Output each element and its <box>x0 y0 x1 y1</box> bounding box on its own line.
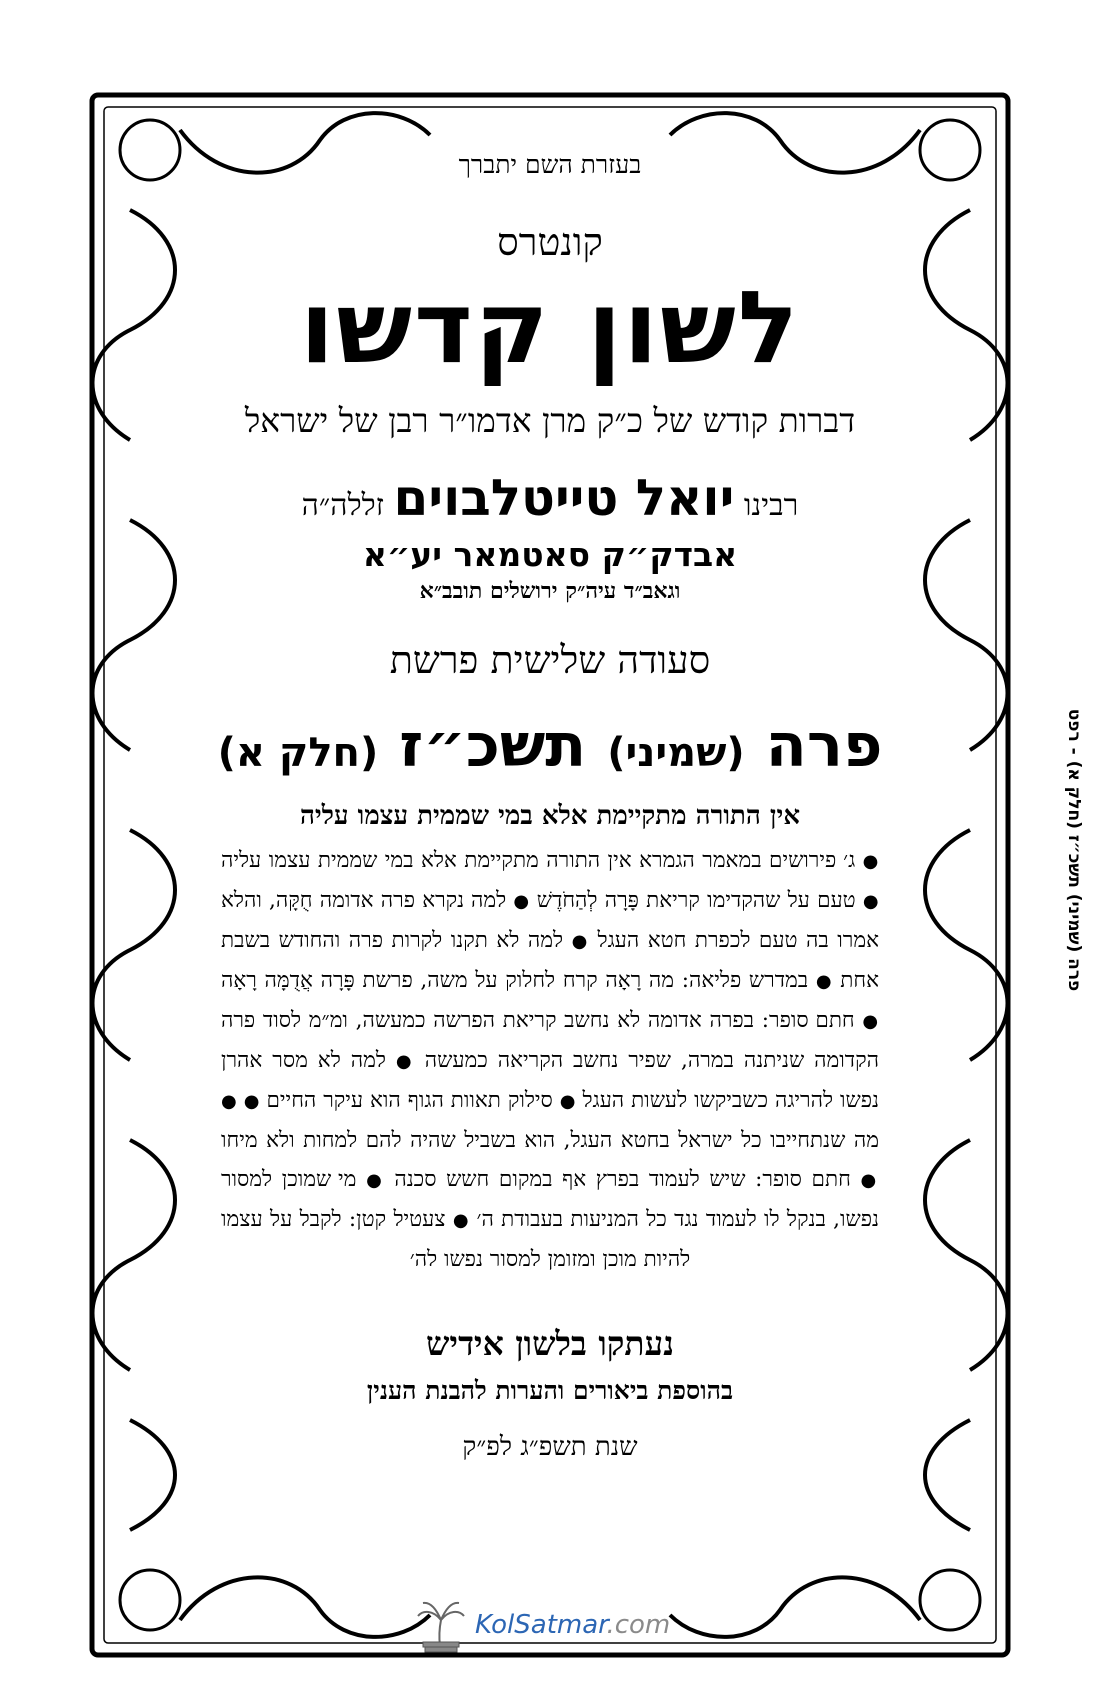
side-running-title: פרה (שמיני) תשכ״ז (חלק א) - רפט <box>1064 708 1084 992</box>
topic-item: צעטיל קטן: לקבל על עצמו להיות מוכן ומזומן למסור נפשו לה׳ <box>221 1207 691 1272</box>
topic-item: למה נקרא פרה אדומה חֻקָּה, והלא אמרו בה טעם לכפרת חטא העגל <box>221 888 879 953</box>
parsha-paren: (שמיני) <box>607 730 745 776</box>
topic-item: במדרש פליאה: מה רָאָה קרח לחלוק על משה, פרשת פָּרָה אֲדֻמָּה רָאָה <box>221 968 809 993</box>
bullet-mark: ● <box>395 1051 415 1072</box>
kuntres-label: קונטרס <box>497 220 603 264</box>
kolsatmar-logo <box>415 1598 685 1658</box>
book-title: לשון קדשו <box>299 269 801 386</box>
blessing-line: בעזרת השם יתברך <box>458 150 642 179</box>
topic-item: מה שנתחייבו כל ישראל בחטא העגל, הוא בשביל שהיה להם למחות ולא מיחו <box>221 1128 879 1153</box>
topic-item: סילוק תאוות הגוף הוא עיקר החיים <box>266 1088 553 1113</box>
rebbe-suffix: זללה״ה <box>301 488 384 523</box>
bullet-mark: ● <box>571 931 589 952</box>
additions-line: בהוספת ביאורים והערות להבנת הענין <box>366 1376 734 1405</box>
bullet-mark: ● <box>452 1210 470 1231</box>
parsha-year: תשכ״ז <box>399 711 587 781</box>
rebbe-line <box>215 469 885 527</box>
bullet-mark: ● <box>243 1091 260 1112</box>
bullet-mark: ● <box>221 1091 237 1112</box>
bullet-mark: ● <box>366 1170 385 1191</box>
avdak-line: אבדק״ק סאטמאר יע״א <box>362 535 738 574</box>
topics-paragraph <box>215 841 885 1279</box>
seuda-line: סעודה שלישית פרשת <box>389 638 711 682</box>
bullet-mark: ● <box>559 1091 576 1112</box>
bullet-mark: ● <box>860 1170 880 1191</box>
rebbe-name: יואל טייטלבוים <box>393 469 735 527</box>
rebbe-prefix: רבינו <box>743 488 799 523</box>
topic-item: ג׳ פירושים במאמר הגמרא אין התורה מתקיימת אלא במי שממית עצמו עליה <box>221 848 856 873</box>
title-page-content <box>215 145 885 1535</box>
palm-tree-books-icon <box>415 1598 467 1654</box>
topic-item: מי שמוכן למסור נפשו, בנקל לו לעמוד נגד כל המניעות בעבודת ה׳ <box>221 1167 879 1232</box>
topic-item: למה לא תקנו לקרות פרה והחודש בשבת אחת <box>221 928 879 993</box>
year-line: שנת תשפ״ג לפ״ק <box>462 1432 638 1462</box>
topic-item: למה לא מסר אהרן נפשו להריגה כשביקשו לעשות העגל <box>221 1048 879 1113</box>
bullet-mark: ● <box>513 891 530 912</box>
parsha-title <box>215 711 885 781</box>
logo-name-suffix: .com <box>606 1610 671 1640</box>
bullet-mark: ● <box>862 1011 879 1032</box>
topic-item: טעם על שהקדימו קריאת פָּרָה לְהַחֹדֶשׁ <box>536 888 856 913</box>
parsha-name: פרה <box>765 711 883 781</box>
translated-line: נעתקו בלשון אידיש <box>426 1324 674 1363</box>
bullet-mark: ● <box>862 851 879 872</box>
yerushalayim-line: וגאב״ד עיה״ק ירושלים תובב״א <box>419 578 681 604</box>
topic-item: חתם סופר: בפרה אדומה לא נחשב קריאת הפרשה כמעשה, ומ״מ לסוד פרה הקדומה שניתנה במרה, שפיר נחשב הקריאה כמעשה <box>221 1008 879 1073</box>
divrei-kodesh-line: דברות קודש של כ״ק מרן אדמו״ר רבן של ישראל <box>244 401 856 440</box>
logo-name-main: KolSatmar <box>475 1610 607 1640</box>
bullet-mark: ● <box>862 891 879 912</box>
bullet-mark: ● <box>815 971 833 992</box>
logo-wordmark <box>475 1610 670 1640</box>
topic-item: חתם סופר: שיש לעמוד בפרץ אף במקום חשש סכנה <box>394 1167 851 1192</box>
subheading: אין התורה מתקיימת אלא במי שממית עצמו עליה <box>299 801 801 831</box>
parsha-part: (חלק א) <box>217 730 379 776</box>
